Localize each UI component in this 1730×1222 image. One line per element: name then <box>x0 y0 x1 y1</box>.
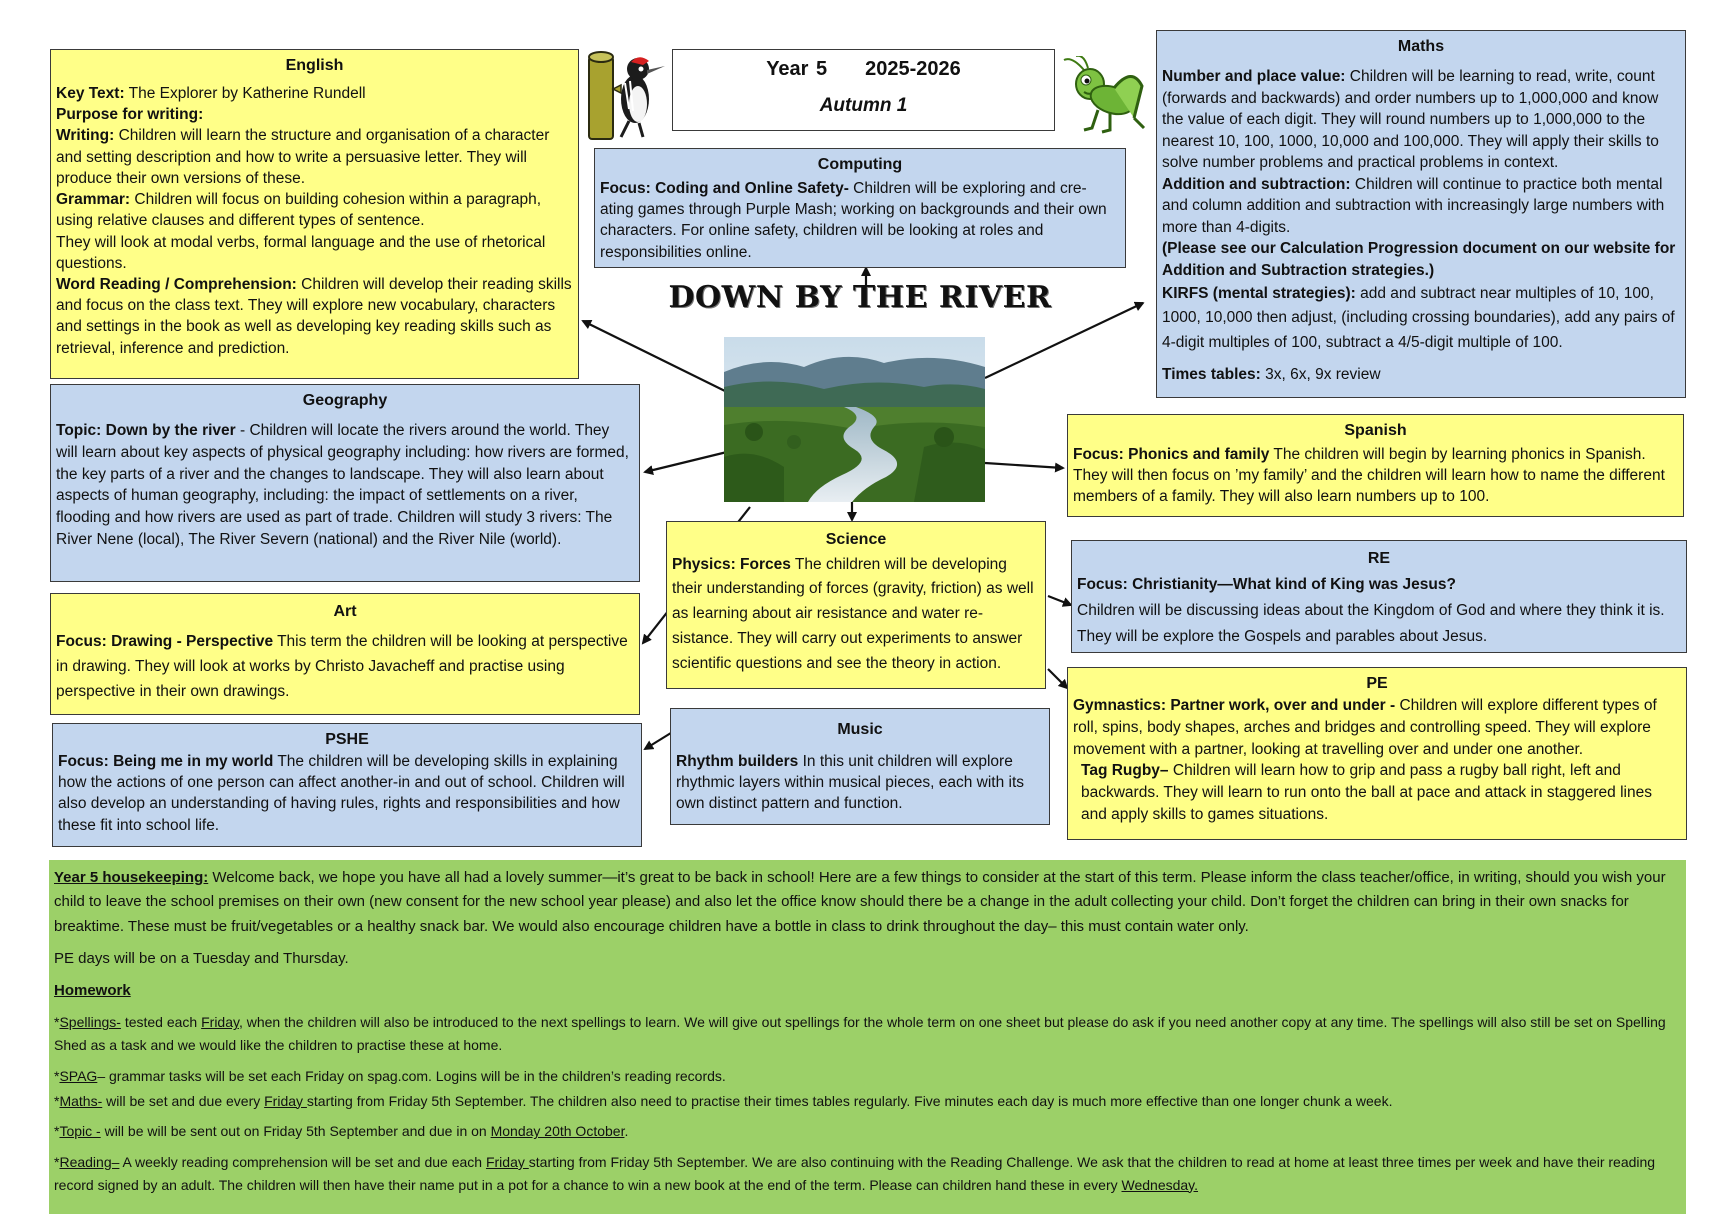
term-label: Autumn 1 <box>819 95 908 116</box>
spanish-text: Focus: Phonics and family The children will begin by learning phonics in Spanish. They will then focus on ’my family’ and the children will learn how to name the different members of a family. They will also learn numbers up to 100. <box>1073 445 1665 506</box>
title-box <box>672 49 1055 131</box>
spanish-heading: Spanish <box>1344 422 1407 439</box>
housekeeping-box <box>49 860 1686 1214</box>
woodpecker-icon <box>583 49 668 141</box>
computing-heading: Computing <box>817 156 903 173</box>
english-reading: Word Reading / Comprehension: Children will develop their reading skills and focus on the class text. They will explore new vocabulary, characters and settings in the book as well as developing key reading skills such as retrieval, inference and prediction. <box>56 276 572 357</box>
maths-tables: Times tables: 3x, 6x, 9x review <box>1162 365 1381 383</box>
homework-heading: Homework <box>54 982 131 1000</box>
maths-npv: Number and place value: Children will be learning to read, write, count (forwards and backwards) and order numbers up to 1,000,000 and know the value of each digit. They will round numbers up to 1,000,000 to the nearest 10, 100, 1000, 10,000 and 100,000. They will apply their skills to solve number problems and practical problems in context. <box>1162 68 1659 172</box>
english-purpose: Purpose for writing: <box>56 106 204 124</box>
music-box <box>670 708 1050 825</box>
academic-year: 2025-2026 <box>865 58 961 80</box>
year-label: Year 5 <box>766 58 828 80</box>
science-box <box>666 521 1046 689</box>
maths-kirfs: KIRFS (mental strategies): add and subtract near multiples of 10, 100, 1000, 10,000 then adjust, (including crossing boundaries), add any pairs of 4-digit multiples of 100, subtract a 4/5-digit multiple of 100. <box>1162 284 1675 352</box>
music-text: Rhythm builders In this unit children will explore rhythmic layers within musical pieces, each with its own distinct pattern and function. <box>676 752 1025 813</box>
pshe-text: Focus: Being me in my world The children will be developing skills in explaining how the actions of one person can affect another-in and out of school. Children will also develop an understanding of having rules, rights and responsibilities and how these fit into school life. <box>58 752 625 834</box>
topic-title: DOWN BY THE RIVER <box>668 280 1052 315</box>
maths-heading: Maths <box>1397 38 1445 55</box>
geography-heading: Geography <box>302 392 388 409</box>
arrow-to-geography <box>645 452 727 472</box>
homework-topic: *Topic - will be will be sent out on Friday 5th September and due in on Monday 20th October. <box>54 1123 629 1140</box>
english-grammar: Grammar: Children will focus on building cohesion within a paragraph, using relative clauses and different types of sentence. <box>56 191 542 230</box>
homework-spellings: *Spellings- tested each Friday, when the children will also be introduced to the next spellings to learn. We will give out spellings for the whole term on one sheet but please do ask if you need another copy at any time. The spellings will also still be set on Spelling Shed as a task and we would like the children to practise these at home. <box>54 1014 1666 1054</box>
arrow-to-re <box>1048 596 1071 605</box>
geography-box <box>50 384 640 582</box>
maths-box <box>1156 30 1686 398</box>
english-writing: Writing: Children will learn the structure and organisation of a character and setting description and how to write a persuasive letter. They will produce their own versions of these. <box>56 127 550 187</box>
re-heading: RE <box>1367 550 1391 567</box>
art-heading: Art <box>333 603 357 620</box>
housekeeping-intro: Year 5 housekeeping: Welcome back, we hope you have all had a lovely summer—it’s great to be back in school! Here are a few things to consider at the start of this term. Please inform the class teacher/office, in writing, should you wish your child to leave the school premises on their own (new consent for the new school year please) and also let the office know should there be a change in the adult collecting your child. Don’t forget the children can bring in their own snacks for breaktime. These must be fruit/vegetables or a healthy snack bar. We would also encourage children have a bottle in class to drink throughout the day– this must contain water only. <box>54 869 1666 935</box>
art-text: Focus: Drawing - Perspective This term the children will be looking at perspective in drawing. They will look at works by Christo Javacheff and practise using perspective in their own drawings. <box>56 632 628 701</box>
english-key-text: Key Text: The Explorer by Katherine Rundell <box>56 84 366 102</box>
title-line <box>673 58 1054 81</box>
grasshopper-icon <box>1062 56 1146 136</box>
art-box <box>50 593 640 715</box>
english-box <box>50 49 579 379</box>
pe-days: PE days will be on a Tuesday and Thursday. <box>54 949 349 967</box>
maths-addition: Addition and subtraction: Children will continue to practice both mental and column addition and subtraction with increasingly large numbers with more than 4-digits. <box>1162 175 1665 236</box>
pshe-heading: PSHE <box>325 731 369 748</box>
science-heading: Science <box>825 531 887 548</box>
pe-gymnastics: Gymnastics: Partner work, over and under - Children will explore different types of roll, spins, body shapes, arches and bridges and controlling speed. They will explore movement with a partner, looking at travelling over and under one another. <box>1073 697 1657 758</box>
geography-text: Topic: Down by the river - Children will locate the rivers around the world. They will learn about key aspects of physical geography including: how rivers are formed, the key parts of a river and the changes to landscape. They will also learn about aspects of human geography, including: the impact of settlements on a river, flooding and how rivers are used as part of trade. Children will study 3 rivers: The River Nene (local), The River Severn (national) and the River Nile (world). <box>56 422 629 548</box>
homework-reading: *Reading– A weekly reading comprehension will be set and due each Friday starting from Friday 5th September. We are also continuing with the Reading Challenge. We ask that the children to read at home at least three times per week and have their reading record signed by an adult. The children will then have their name put in a pot for a chance to win a new book at the end of the term. Please can children hand these in every Wednesday. <box>54 1153 1656 1193</box>
re-box <box>1071 540 1687 653</box>
computing-text: Focus: Coding and Online Safety- Children will be exploring and cre-ating games through Purple Mash; working on backgrounds and their own characters. For online safety, children will be looking at roles and responsibilities online. <box>600 179 1107 261</box>
english-heading: English <box>285 57 344 74</box>
english-grammar-2: They will look at modal verbs, formal language and the use of rhetorical questions. <box>56 233 546 272</box>
river-landscape-image <box>724 337 985 502</box>
spanish-box <box>1067 414 1684 517</box>
re-text: Children will be discussing ideas about the Kingdom of God and where they think it is. They will be explore the Gospels and parables about Jesus. <box>1077 601 1665 645</box>
arrow-to-english <box>583 321 727 392</box>
homework-spag: *SPAG– grammar tasks will be set each Friday on spag.com. Logins will be in the children’s reading records. <box>54 1067 726 1084</box>
re-focus: Focus: Christianity—What kind of King was Jesus? <box>1077 576 1456 594</box>
pe-box <box>1067 667 1687 840</box>
music-heading: Music <box>837 721 883 738</box>
arrow-to-pe <box>1048 669 1067 688</box>
science-text: Physics: Forces The children will be developing their understanding of forces (gravity, friction) as well as learning about air resistance and water re-sistance. They will carry out experiments to answer scientific questions and see the theory in action. <box>672 555 1034 672</box>
pe-heading: PE <box>1366 675 1388 692</box>
arrow-to-spanish <box>985 463 1063 468</box>
homework-maths: *Maths- will be set and due every Friday starting from Friday 5th September. The children also need to practise their times tables regularly. Five minutes each day is much more effective than one longer chunk a week. <box>54 1092 1393 1109</box>
pshe-box <box>52 723 642 847</box>
computing-box <box>594 148 1126 268</box>
maths-calc-note: (Please see our Calculation Progression document on our website for Addition and Subtraction strategies.) <box>1162 240 1676 280</box>
pe-rugby: Tag Rugby– Children will learn how to grip and pass a rugby ball right, left and backwards. They will learn to run onto the ball at pace and attack in staggered lines and apply skills to games situations. <box>1081 762 1652 823</box>
